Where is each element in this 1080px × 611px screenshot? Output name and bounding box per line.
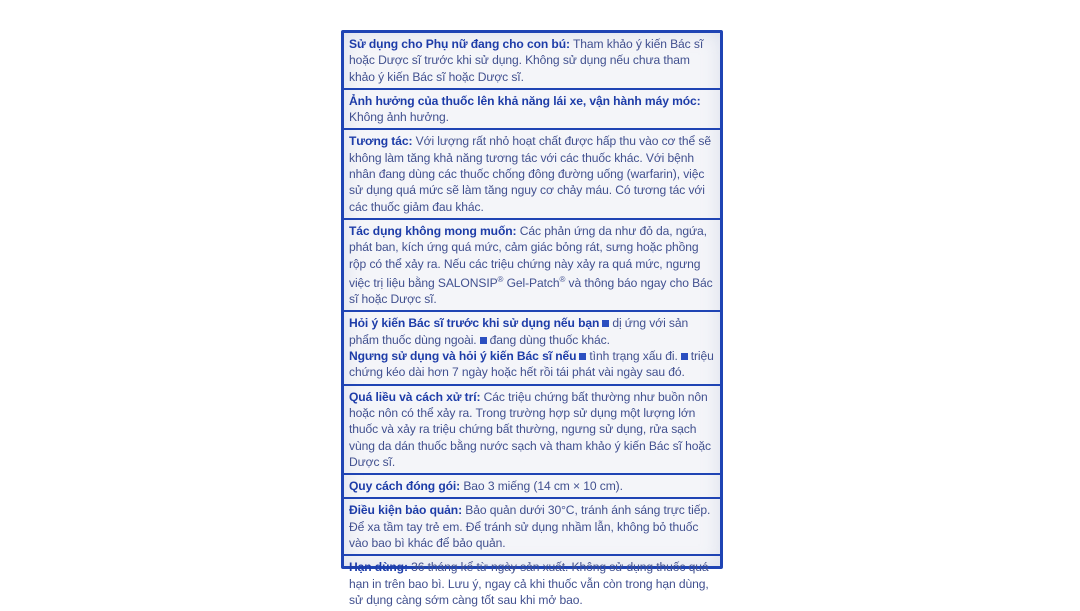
registered-mark: ® <box>497 274 504 284</box>
section-text: Không ảnh hưởng. <box>349 110 449 125</box>
section-breastfeeding <box>344 33 720 90</box>
leaflet-panel <box>341 30 723 607</box>
section-heading: Tác dụng không mong muốn: <box>349 223 517 238</box>
section-heading: Quy cách đóng gói: <box>349 479 461 494</box>
registered-mark: ® <box>559 274 566 284</box>
section-consult-doctor <box>344 312 720 385</box>
bullet-square-icon <box>579 353 586 360</box>
stop-use <box>349 348 715 381</box>
section-heading: Sử dụng cho Phụ nữ đang cho con bú: <box>349 37 570 51</box>
section-text: Tham khảo ý kiến Bác sĩ hoặc Dược sĩ trước khi sử dụng. Không sử dụng nếu chưa tham khảo ý kiến Bác sĩ hoặc Dược sĩ. <box>349 37 704 84</box>
section-heading: Ngưng sử dụng và hỏi ý kiến Bác sĩ nếu <box>349 349 577 364</box>
bullet-square-icon <box>602 320 609 327</box>
bullet-square-icon <box>681 353 688 360</box>
section-storage <box>344 499 720 556</box>
section-text: Gel-Patch <box>503 275 560 290</box>
section-text: Bảo quản dưới 30°C, tránh ánh sáng trực tiếp. Để xa tầm tay trẻ em. Để tránh sử dụng nhầm lẫn, không bỏ thuốc vào bao bì khác để bảo quản. <box>349 503 711 551</box>
section-side-effects <box>344 220 720 313</box>
section-text: và thông báo ngay cho Bác sĩ hoặc Dược sĩ. <box>349 275 713 307</box>
section-text: Các phản ứng da như đỏ da, ngứa, phát ban, kích ứng quá mức, cảm giác bỏng rát, sưng hoặc phồng rộp có thể xảy ra. Nếu các triệu chứng này xảy ra quá mức, ngưng việc trị liệu bằng SALONSIP <box>349 223 707 290</box>
section-heading: Hạn dùng: <box>349 560 408 575</box>
section-heading: Quá liều và cách xử trí: <box>349 389 481 404</box>
section-interactions <box>344 130 720 219</box>
bullet-square-icon <box>480 337 487 344</box>
section-overdose <box>344 386 720 475</box>
section-expiry <box>344 556 720 611</box>
bullet-text: tình trạng xấu đi. <box>589 349 678 364</box>
section-packaging <box>344 475 720 499</box>
section-heading: Điều kiện bảo quản: <box>349 503 463 518</box>
section-text: Bao 3 miếng (14 cm × 10 cm). <box>460 479 623 494</box>
consult-before-use <box>349 315 715 348</box>
section-text: 36 tháng kể từ ngày sản xuất. Không sử dụng thuốc quá hạn in trên bao bì. Lưu ý, ngay cả khi thuốc vẫn còn trong hạn dùng, sử dụng càng sớm càng tốt sau khi mở bao. <box>349 560 709 607</box>
bullet-text: dị ứng với sản phẩm thuốc dùng ngoài. <box>349 316 689 347</box>
bullet-text: triệu chứng kéo dài hơn 7 ngày hoặc hết rồi tái phát vài ngày sau đó. <box>349 349 714 380</box>
section-heading: Hỏi ý kiến Bác sĩ trước khi sử dụng nếu bạn <box>349 316 600 331</box>
section-driving <box>344 90 720 131</box>
section-heading: Tương tác: <box>349 134 413 149</box>
section-heading: Ảnh hưởng của thuốc lên khả năng lái xe, vận hành máy móc: <box>349 93 701 108</box>
section-text: Các triệu chứng bất thường như buồn nôn hoặc nôn có thể xảy ra. Trong trường hợp sử dụng một lượng lớn thuốc và xảy ra triệu chứng bất thường, ngưng sử dụng, rửa sạch vùng da dán thuốc bằng nước sạch và tham khảo ý kiến Bác sĩ hoặc Dược sĩ. <box>349 389 711 469</box>
section-text: Với lượng rất nhỏ hoạt chất được hấp thu vào cơ thể sẽ không làm tăng khả năng tương tác với các thuốc khác. Với bệnh nhân đang dùng các thuốc chống đông đường uống (warfarin), việc sử dụng quá mức sẽ làm tăng nguy cơ chảy máu. Có tương tác với các thuốc giảm đau khác. <box>349 134 711 214</box>
bullet-text: đang dùng thuốc khác. <box>489 332 610 347</box>
